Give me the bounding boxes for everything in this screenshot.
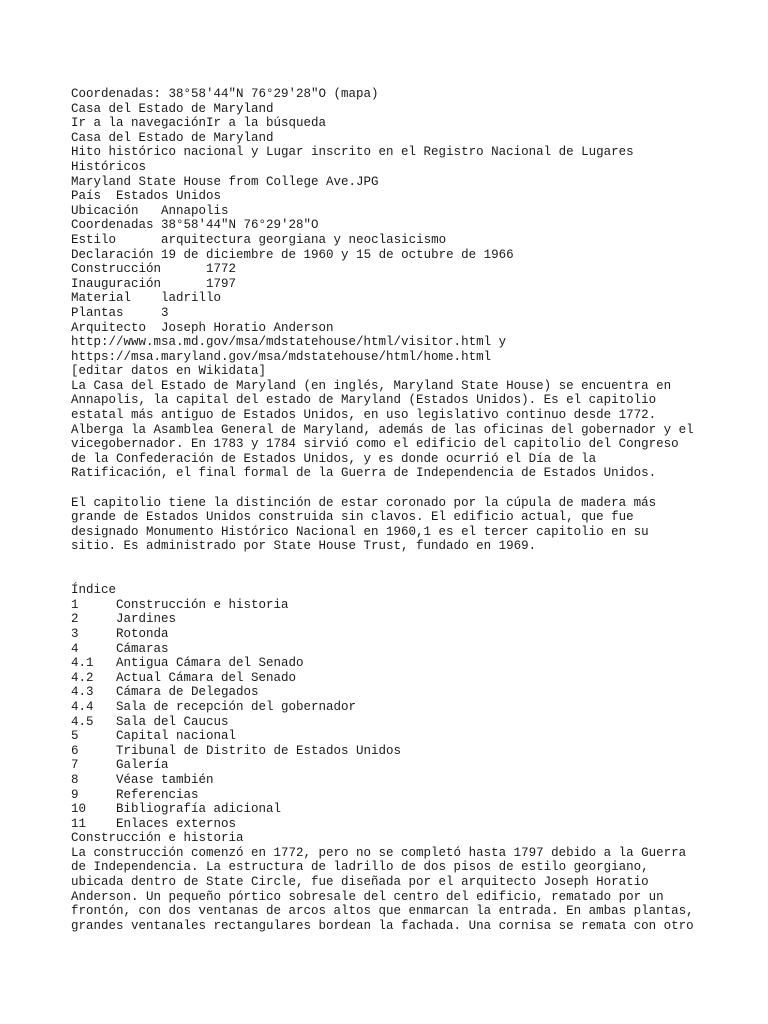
paragraph-line: ubicada dentro de State Circle, fue diseñada por el arquitecto Joseph Horatio (71, 875, 649, 890)
toc-number: 4 (71, 641, 79, 656)
infobox-row (71, 204, 761, 219)
infobox-key: Arquitecto (71, 320, 147, 335)
paragraph-line: vicegobernador. En 1783 y 1784 sirvió como el edificio del capitolio del Congreso (71, 437, 679, 452)
paragraph-line: grandes ventanales rectangulares bordean la fachada. Una cornisa se remata con otro (71, 918, 694, 933)
toc-item[interactable] (71, 685, 761, 700)
toc-number: 8 (71, 772, 79, 787)
toc-number: 10 (71, 802, 87, 817)
infobox-sep (146, 321, 161, 335)
infobox-value[interactable]: Annapolis (161, 203, 229, 218)
toc-title: Índice (71, 583, 117, 598)
toc-number: 5 (71, 729, 79, 744)
toc-item[interactable] (71, 744, 761, 759)
infobox-key: Declaración (71, 247, 154, 262)
toc-number: 3 (71, 626, 79, 641)
paragraph-line: estatal más antiguo de Estados Unidos, en uso legislativo continuo desde 1772. (71, 408, 657, 423)
toc-label[interactable]: Rotonda (116, 626, 169, 641)
infobox-sep (116, 233, 161, 247)
paragraph-line: de la Confederación de Estados Unidos, y es donde ocurrió el Día de la (71, 451, 597, 466)
coordinates-line: Coordenadas: 38°58'44"N 76°29'28"O (mapa) (71, 87, 379, 101)
toc-item[interactable] (71, 656, 761, 671)
paragraph-line: designado Monumento Histórico Nacional en 1960,1 es el tercer capitolio en su (71, 524, 649, 539)
toc-number: 4.4 (71, 699, 94, 714)
infobox-sep (154, 248, 162, 262)
section-paragraph (71, 846, 761, 934)
toc-item[interactable] (71, 758, 761, 773)
toc-item[interactable] (71, 642, 761, 657)
paragraph-line: sitio. Es administrado por State House Trust, fundado en 1969. (71, 539, 537, 554)
paragraph-line: La Casa del Estado de Maryland (en inglés, Maryland State House) se encuentra en (71, 378, 672, 393)
paragraph-line: Annapolis, la capital del estado de Maryland (Estados Unidos). Es el capitolio (71, 393, 657, 408)
paragraph-line: El capitolio tiene la distinción de estar coronado por la cúpula de madera más (71, 495, 657, 510)
infobox-value[interactable]: Joseph Horatio Anderson (161, 320, 334, 335)
infobox (71, 189, 761, 335)
spacer (71, 481, 761, 496)
page-title: Casa del Estado de Maryland (71, 101, 274, 116)
image-caption[interactable]: Maryland State House from College Ave.JPG (71, 174, 379, 189)
infobox-row (71, 248, 761, 263)
toc-item[interactable] (71, 817, 761, 832)
infobox-value[interactable]: arquitectura georgiana y neoclasicismo (161, 232, 447, 247)
toc-label[interactable]: Véase también (116, 772, 214, 787)
toc-item[interactable] (71, 700, 761, 715)
toc-item[interactable] (71, 788, 761, 803)
toc-number: 6 (71, 743, 79, 758)
toc-item[interactable] (71, 773, 761, 788)
paragraph-line: Alberga la Asamblea General de Maryland, además de las oficinas del gobernador y el (71, 422, 694, 437)
designation-line-2: Históricos (71, 159, 147, 174)
toc-label[interactable]: Construcción e historia (116, 597, 289, 612)
infobox-value: 3 (161, 305, 169, 320)
toc-number: 1 (71, 597, 79, 612)
toc-label[interactable]: Tribunal de Distrito de Estados Unidos (116, 743, 402, 758)
infobox-row (71, 321, 761, 336)
infobox-row (71, 262, 761, 277)
toc-item[interactable] (71, 627, 761, 642)
toc-item[interactable] (71, 715, 761, 730)
toc-label[interactable]: Referencias (116, 787, 199, 802)
designation-line-1: Hito histórico nacional y Lugar inscrito en el Registro Nacional de Lugares (71, 145, 634, 160)
toc-item[interactable] (71, 671, 761, 686)
toc-item[interactable] (71, 612, 761, 627)
infobox-key: Estilo (71, 232, 117, 247)
infobox-row (71, 189, 761, 204)
paragraph-line: Ratificación, el final formal de la Guerra de Independencia de Estados Unidos. (71, 466, 657, 481)
infobox-sep (124, 306, 162, 320)
toc-item[interactable] (71, 598, 761, 613)
infobox-value: 1772 (206, 262, 237, 277)
infobox-row (71, 277, 761, 292)
edit-wikidata-link[interactable]: [editar datos en Wikidata] (71, 364, 267, 379)
infobox-value[interactable]: Estados Unidos (116, 189, 222, 204)
table-of-contents (71, 583, 761, 831)
toc-label[interactable]: Sala de recepción del gobernador (116, 699, 357, 714)
website-link-1[interactable]: http://www.msa.md.gov/msa/mdstatehouse/html/visitor.html y (71, 335, 507, 350)
infobox-sep (154, 218, 162, 232)
toc-item[interactable] (71, 802, 761, 817)
infobox-title: Casa del Estado de Maryland (71, 130, 274, 145)
paragraph-line: de Independencia. La estructura de ladrillo de dos pisos de estilo georgiano, (71, 860, 649, 875)
toc-label[interactable]: Enlaces externos (116, 816, 237, 831)
infobox-key: País (71, 189, 102, 204)
infobox-key: Plantas (71, 305, 124, 320)
infobox-value: 19 de diciembre de 1960 y 15 de octubre de 1966 (161, 247, 514, 262)
toc-number: 7 (71, 758, 79, 773)
section-heading: Construcción e historia (71, 831, 244, 846)
toc-label[interactable]: Cámaras (116, 641, 169, 656)
toc-number: 4.1 (71, 656, 94, 671)
intro-paragraph (71, 379, 761, 481)
paragraph-line: frontón, con dos ventanas de arcos altos que enmarcan la entrada. En ambas plantas, (71, 904, 694, 919)
website-link-2[interactable]: https://msa.maryland.gov/msa/mdstatehouse/html/home.html (71, 349, 492, 364)
toc-label[interactable]: Sala del Caucus (116, 714, 229, 729)
infobox-sep (101, 189, 116, 203)
navigation-links[interactable]: Ir a la navegaciónIr a la búsqueda (71, 116, 327, 131)
second-paragraph (71, 496, 761, 554)
infobox-key: Inauguración (71, 276, 162, 291)
toc-number: 4.5 (71, 714, 94, 729)
paragraph-line: La construcción comenzó en 1772, pero no se completó hasta 1797 debido a la Guerra (71, 845, 687, 860)
infobox-key: Construcción (71, 262, 162, 277)
infobox-row (71, 218, 761, 233)
toc-label[interactable]: Capital nacional (116, 729, 237, 744)
toc-number: 4.3 (71, 685, 94, 700)
toc-number: 11 (71, 816, 87, 831)
paragraph-line: Anderson. Un pequeño pórtico sobresale del centro del edificio, rematado por un (71, 889, 664, 904)
infobox-sep (139, 204, 162, 218)
infobox-value: 38°58'44"N 76°29'28"O (161, 218, 319, 233)
infobox-key: Coordenadas (71, 218, 154, 233)
document-page (71, 87, 761, 933)
toc-label[interactable]: Antigua Cámara del Senado (116, 656, 304, 671)
infobox-sep (161, 277, 206, 291)
toc-label[interactable]: Jardines (116, 612, 177, 627)
toc-item[interactable] (71, 729, 761, 744)
toc-label[interactable]: Actual Cámara del Senado (116, 670, 297, 685)
toc-number: 2 (71, 612, 79, 627)
infobox-value[interactable]: ladrillo (161, 291, 222, 306)
infobox-sep (161, 262, 206, 276)
infobox-key: Ubicación (71, 203, 139, 218)
toc-label[interactable]: Bibliografía adicional (116, 802, 282, 817)
infobox-value: 1797 (206, 276, 237, 291)
toc-label[interactable]: Cámara de Delegados (116, 685, 259, 700)
toc-label[interactable]: Galería (116, 758, 169, 773)
spacer (71, 554, 761, 583)
infobox-row (71, 306, 761, 321)
toc-number: 9 (71, 787, 79, 802)
toc-number: 4.2 (71, 670, 94, 685)
infobox-row (71, 233, 761, 248)
infobox-row (71, 291, 761, 306)
paragraph-line: grande de Estados Unidos construida sin clavos. El edificio actual, que fue (71, 510, 634, 525)
infobox-sep (131, 291, 161, 305)
infobox-key: Material (71, 291, 132, 306)
